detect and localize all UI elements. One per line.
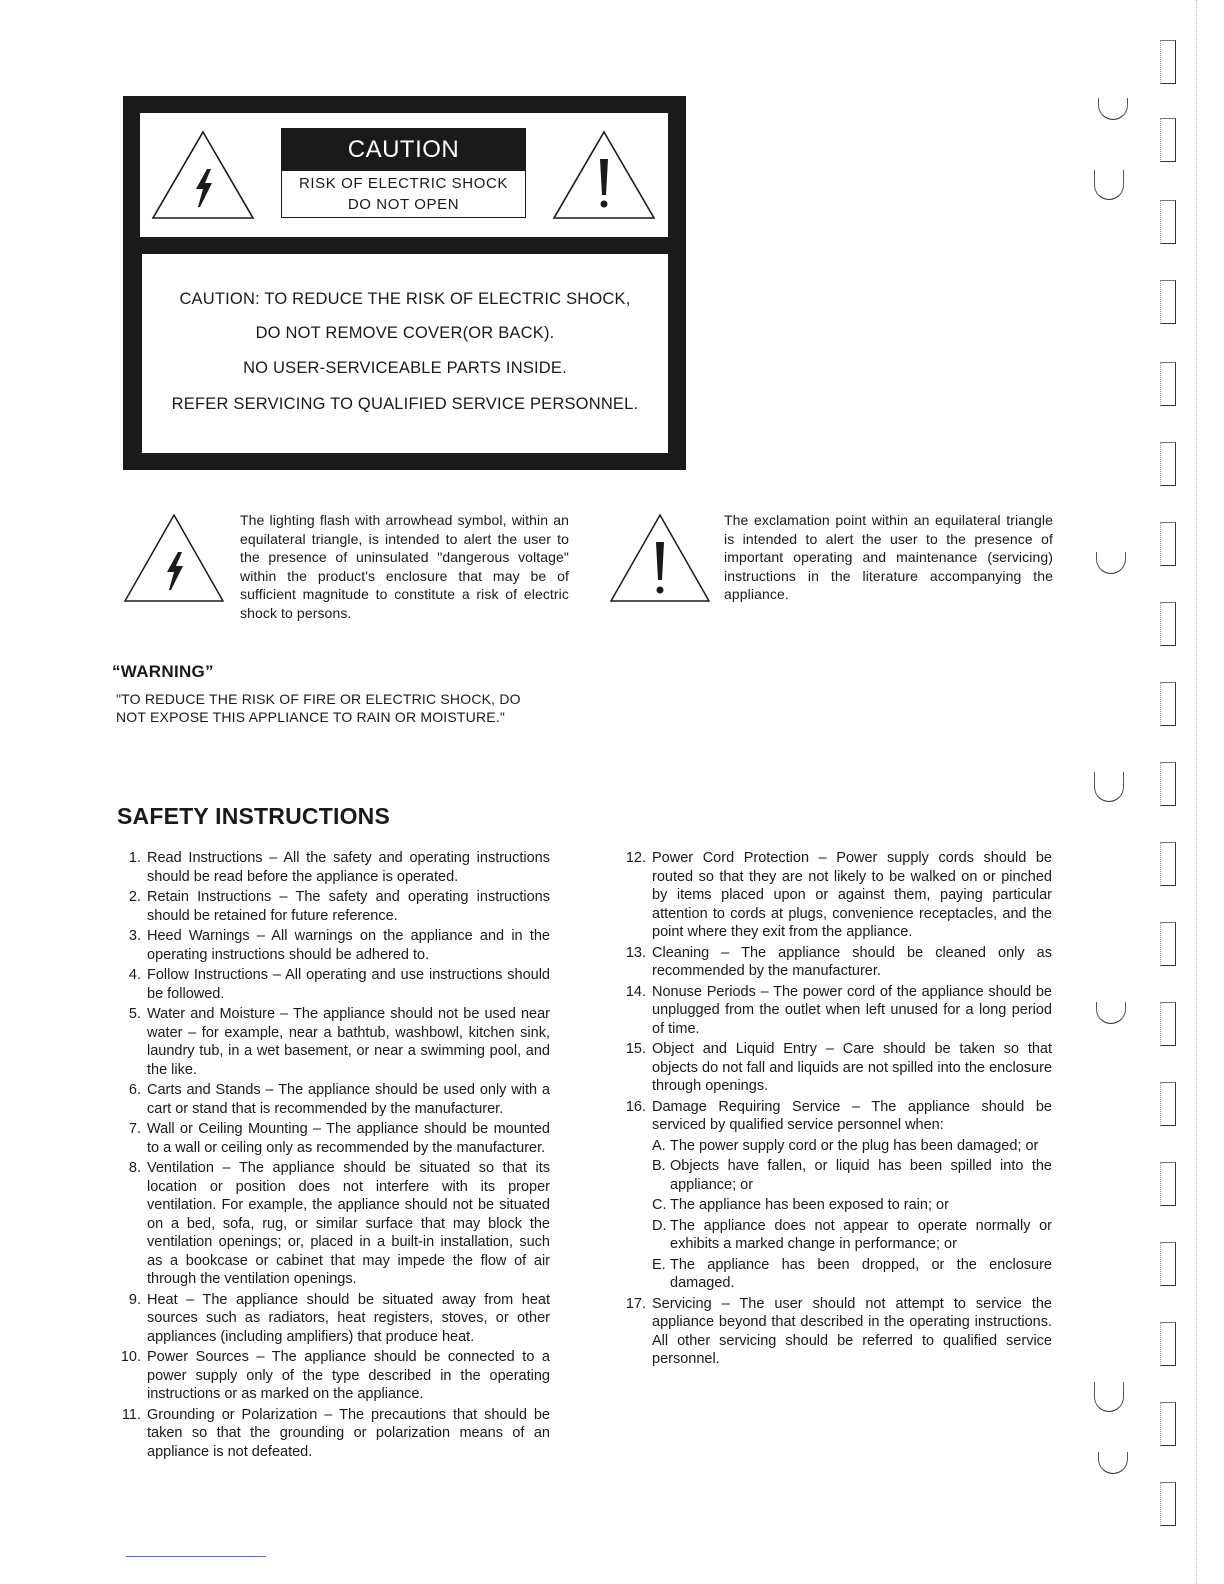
binder-hole <box>1094 772 1124 802</box>
binder-hole <box>1098 98 1128 120</box>
list-item: 10. Power Sources – The appliance should be connected to a power supply only of the type described in the operating instructions or as marked on the appliance. <box>120 1349 550 1402</box>
safety-list-left <box>115 849 550 1463</box>
warning-text: "TO REDUCE THE RISK OF FIRE OR ELECTRIC SHOCK, DO NOT EXPOSE THIS APPLIANCE TO RAIN OR MOISTURE." <box>116 691 521 725</box>
list-item: 15. Object and Liquid Entry – Care should be taken so that objects do not fall and liquids are not spilled into the enclosure through openings. <box>625 1041 1052 1094</box>
list-item: 13. Cleaning – The appliance should be cleaned only as recommended by the manufacturer. <box>625 944 1052 979</box>
exclamation-explanation: The exclamation point within an equilateral triangle is intended to alert the user to the presence of important operating and maintenance (servicing) instructions in the literature accompanying the appliance. <box>724 512 1053 602</box>
binder-tab <box>1160 40 1176 84</box>
binder-tab <box>1160 1482 1176 1526</box>
caution-line-1: CAUTION: TO REDUCE THE RISK OF ELECTRIC SHOCK, <box>179 290 631 308</box>
damage-sub-list <box>652 1137 1052 1293</box>
caution-line-3: NO USER-SERVICEABLE PARTS INSIDE. <box>243 359 567 377</box>
exclamation-triangle-icon <box>551 129 657 221</box>
binder-tab <box>1160 1322 1176 1366</box>
binder-tab <box>1160 842 1176 886</box>
binder-hole <box>1094 1382 1124 1412</box>
footer-rule <box>126 1556 266 1557</box>
safety-list-right <box>620 849 1052 1371</box>
list-item: 17. Servicing – The user should not attempt to service the appliance beyond that described in the operating instructions. All other servicing should be referred to qualified service personnel. <box>625 1295 1052 1367</box>
sub-list-item: E. The appliance has been dropped, or the enclosure damaged. <box>652 1256 1052 1291</box>
caution-subtitle-2: DO NOT OPEN <box>347 196 460 213</box>
binder-tab <box>1160 1162 1176 1206</box>
list-item: 12. Power Cord Protection – Power supply cords should be routed so that they are not likely to be walked on or pinched by items placed upon or against them, paying particular attention to cords at plugs, convenience receptacles, and the point where they exit from the appliance. <box>625 850 1052 940</box>
binder-tab <box>1160 362 1176 406</box>
sub-list-item: B. Objects have fallen, or liquid has been spilled into the appliance; or <box>652 1158 1052 1193</box>
list-item: 6. Carts and Stands – The appliance should be used only with a cart or stand that is recommended by the manufacturer. <box>128 1082 550 1117</box>
binder-tab <box>1160 522 1176 566</box>
list-item: 3. Heed Warnings – All warnings on the appliance and in the operating instructions should be adhered to. <box>128 928 550 963</box>
list-item: 8. Ventilation – The appliance should be situated so that its location or position does not interfere with its proper ventilation. For example, the appliance should not be situated on a bed, sofa, rug, or similar surface that may block the ventilation openings; or, placed in a built-in installation, such as a bookcase or cabinet that may impede the flow of air through the ventilation openings. <box>128 1160 550 1287</box>
caution-label <box>281 128 526 218</box>
lightning-triangle-icon <box>150 129 256 221</box>
list-item: 2. Retain Instructions – The safety and operating instructions should be retained for future reference. <box>128 889 550 924</box>
sub-list-item: A. The power supply cord or the plug has been damaged; or <box>652 1137 1039 1154</box>
list-item: 11. Grounding or Polarization – The precautions that should be taken so that the grounding or polarization means of an appliance is not defeated. <box>121 1406 550 1460</box>
list-item: 9. Heat – The appliance should be situated away from heat sources such as radiators, heat registers, stoves, or other appliances (including amplifiers) that produce heat. <box>128 1291 550 1345</box>
page-edge-line <box>1196 0 1198 1584</box>
warning-heading: “WARNING” <box>112 662 214 681</box>
binder-tab <box>1160 1242 1176 1286</box>
caution-text-area <box>142 254 668 453</box>
exclamation-symbol-icon <box>608 512 712 604</box>
list-item: 4. Follow Instructions – All operating and use instructions should be followed. <box>128 967 550 1002</box>
caution-line-4: REFER SERVICING TO QUALIFIED SERVICE PERSONNEL. <box>171 395 639 413</box>
lightning-explanation: The lighting flash with arrowhead symbol, within an equilateral triangle, is intended to alert the user to the presence of uninsulated "dangerous voltage" within the product's enclosure that may be of sufficient magnitude to constitute a risk of electric shock to persons. <box>240 512 569 621</box>
binder-tab <box>1160 682 1176 726</box>
binder-hole <box>1096 552 1126 574</box>
list-item: 16. Damage Requiring Service – The appliance should be serviced by qualified service personnel when: A. The power supply cord or the plug has been damaged; or B. Objects have fallen, or liquid has been spilled into the appliance; or C. The appliance has been exposed to rain; or D. The appliance does not appear to operate normally or exhibits a marked change in performance; or E. The appliance has been dropped, or the enclosure damaged. <box>625 1098 1052 1291</box>
binder-tab <box>1160 762 1176 806</box>
binder-tab <box>1160 602 1176 646</box>
binder-tab <box>1160 1002 1176 1046</box>
binder-hole <box>1094 170 1124 200</box>
sub-list-item: C. The appliance has been exposed to rain; or <box>652 1197 949 1213</box>
binder-hole <box>1098 1452 1128 1474</box>
list-item: 14. Nonuse Periods – The power cord of the appliance should be unplugged from the outlet when left unused for a long period of time. <box>625 983 1052 1037</box>
binder-tab <box>1160 200 1176 244</box>
caution-line-2: DO NOT REMOVE COVER(OR BACK). <box>255 324 555 342</box>
binder-tab <box>1160 1402 1176 1446</box>
caution-subtitle-1: RISK OF ELECTRIC SHOCK <box>298 175 509 192</box>
list-item: 5. Water and Moisture – The appliance should not be used near water – for example, near a bathtub, washbowl, kitchen sink, laundry tub, in a wet basement, or near a swimming pool, and the like. <box>128 1006 550 1078</box>
binder-tab <box>1160 442 1176 486</box>
binder-tab <box>1160 118 1176 162</box>
binder-tab <box>1160 1082 1176 1126</box>
binder-tab <box>1160 922 1176 966</box>
sub-list-item: D. The appliance does not appear to operate normally or exhibits a marked change in performance; or <box>652 1217 1052 1252</box>
safety-heading: SAFETY INSTRUCTIONS <box>117 803 391 829</box>
binder-hole <box>1096 1002 1126 1024</box>
caution-title: CAUTION <box>282 129 525 171</box>
lightning-symbol-icon <box>122 512 226 604</box>
binder-tab <box>1160 280 1176 324</box>
list-item: 7. Wall or Ceiling Mounting – The appliance should be mounted to a wall or ceiling only as recommended by the manufacturer. <box>128 1121 550 1156</box>
list-item: 1. Read Instructions – All the safety and operating instructions should be read before the appliance is operated. <box>128 850 550 885</box>
